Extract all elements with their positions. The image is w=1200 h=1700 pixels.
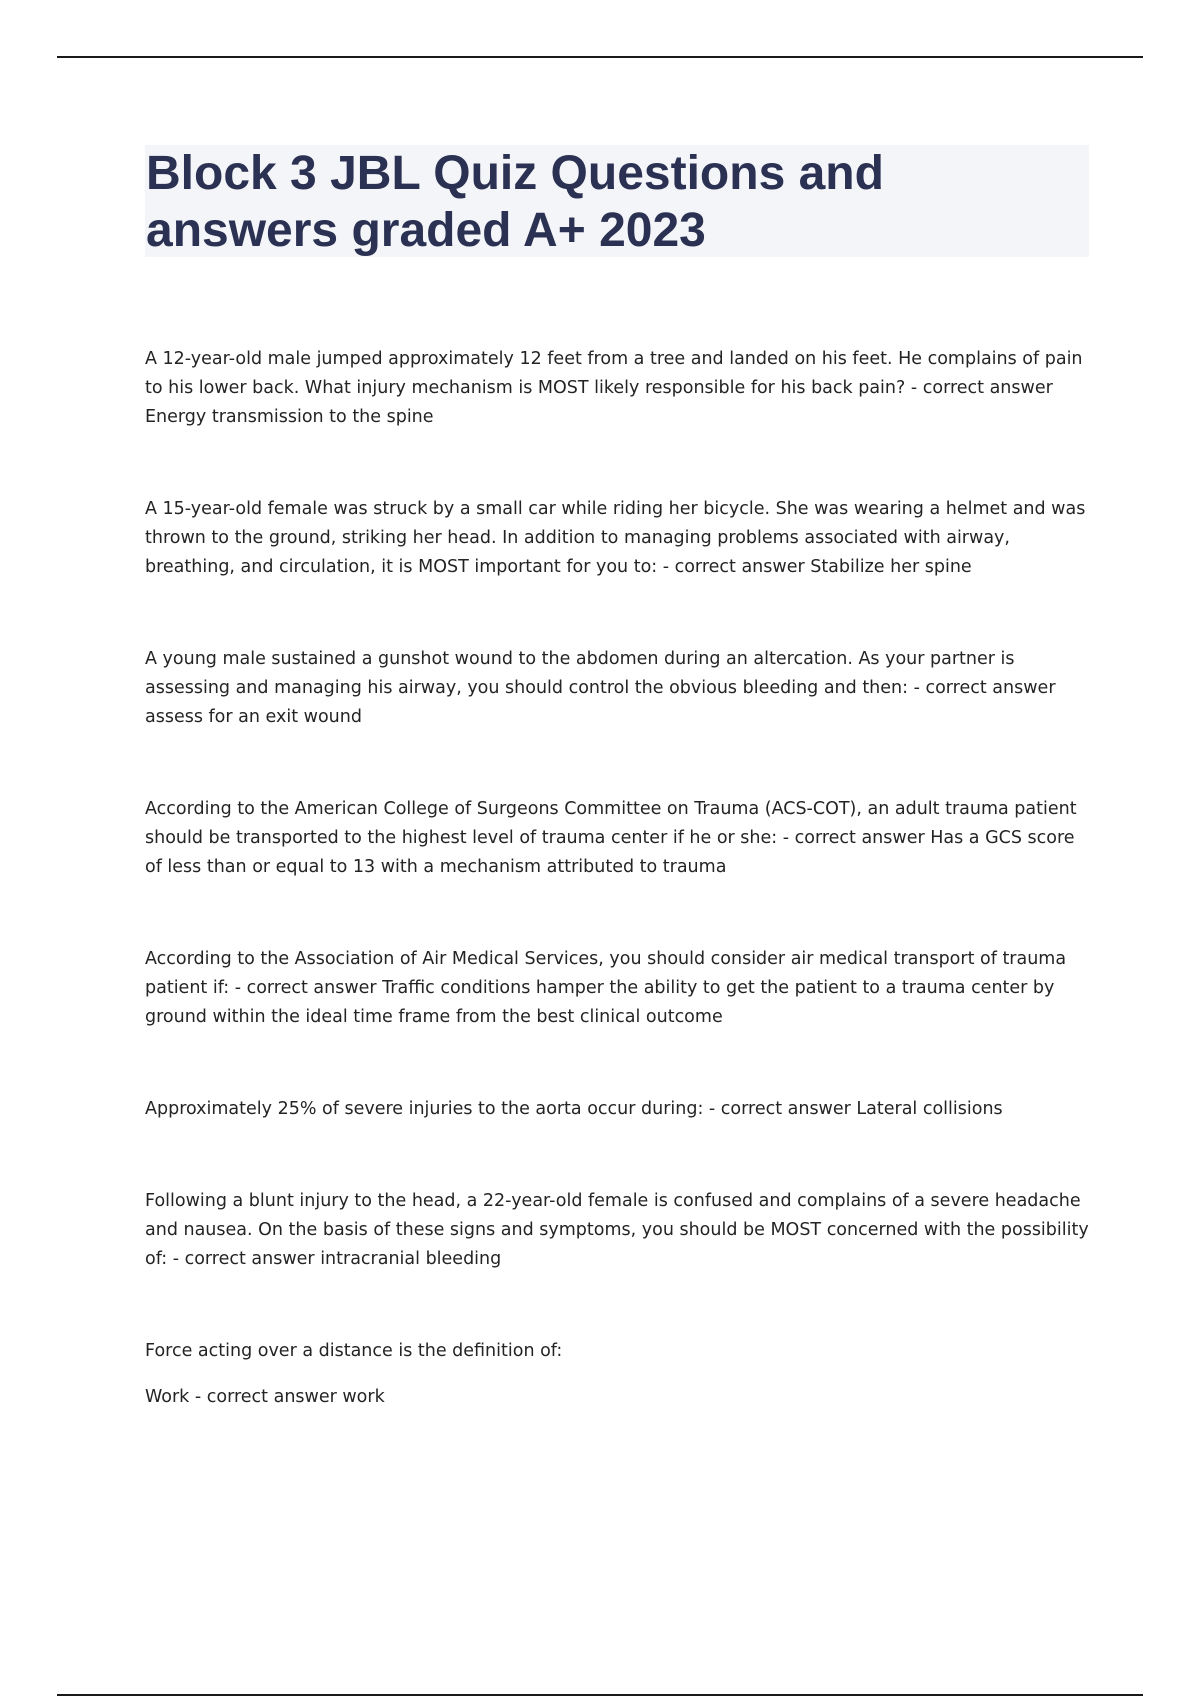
qa-answer: Work - correct answer work [145,1387,385,1407]
qa-list [145,345,1095,1412]
qa-item: A young male sustained a gunshot wound to the abdomen during an altercation. As your partner is assessing and managing his airway, you should control the obvious bleeding and then: - correct answer assess for an exit wound [145,649,1056,727]
qa-item: A 12-year-old male jumped approximately 12 feet from a tree and landed on his feet. He complains of pain to his lower back. What injury mechanism is MOST likely responsible for his back pain? - correct answer Energy transmission to the spine [145,349,1083,427]
document-title: Block 3 JBL Quiz Questions and answers graded A+ 2023 [146,147,884,257]
qa-item-last [145,1337,1095,1412]
qa-question: Force acting over a distance is the definition of: [145,1341,563,1361]
bottom-rule [57,1694,1143,1696]
top-rule [57,56,1143,58]
qa-item: Approximately 25% of severe injuries to the aorta occur during: - correct answer Lateral collisions [145,1099,1003,1119]
qa-item: A 15-year-old female was struck by a small car while riding her bicycle. She was wearing a helmet and was thrown to the ground, striking her head. In addition to managing problems associated with airway, breathing, and circulation, it is MOST important for you to: - correct answer Stabilize her spine [145,499,1086,577]
qa-item: Following a blunt injury to the head, a 22-year-old female is confused and complains of a severe headache and nausea. On the basis of these signs and symptoms, you should be MOST concerned with the possibility of: - correct answer intracranial bleeding [145,1191,1089,1269]
qa-item: According to the American College of Surgeons Committee on Trauma (ACS-COT), an adult trauma patient should be transported to the highest level of trauma center if he or she: - correct answer Has a GCS score of less than or equal to 13 with a mechanism attributed to trauma [145,799,1077,877]
qa-item: According to the Association of Air Medical Services, you should consider air medical transport of trauma patient if: - correct answer Traffic conditions hamper the ability to get the patient to a trauma center by ground within the ideal time frame from the best clinical outcome [145,949,1067,1027]
